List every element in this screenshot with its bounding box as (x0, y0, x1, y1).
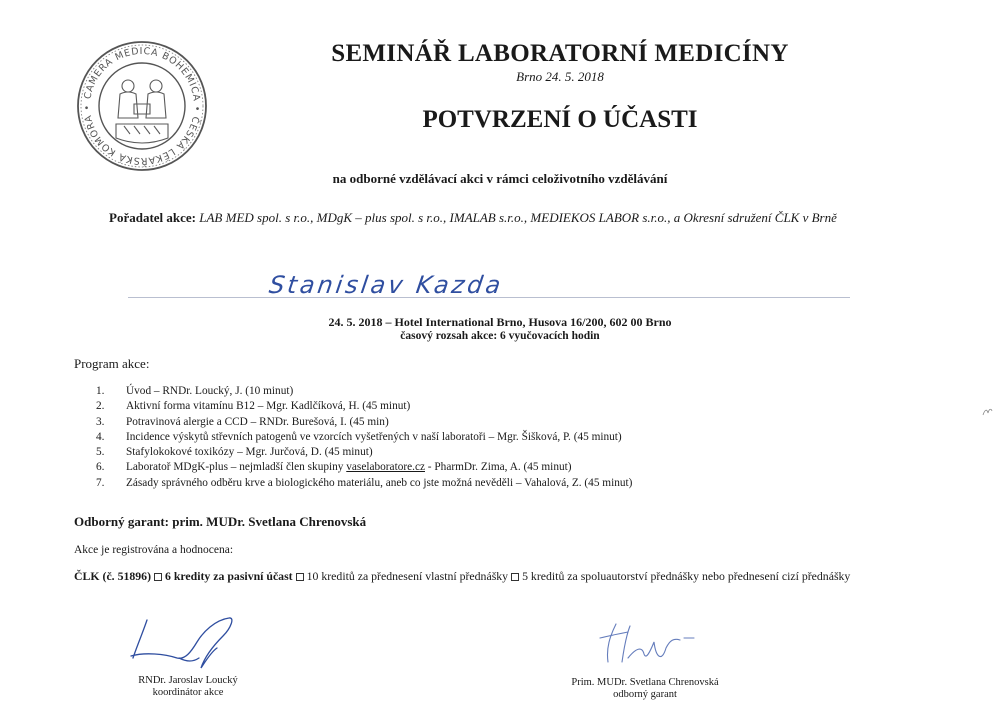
event-duration: časový rozsah akce: 6 vyučovacích hodin (400, 330, 600, 342)
list-item: 2. Aktivní forma vitamínu B12 – Mgr. Kadlčíková, H. (45 minut) (96, 400, 411, 413)
list-item: 1. Úvod – RNDr. Loucký, J. (10 minut) (96, 385, 294, 397)
svg-text:CAMERA MEDICA BOHEMICA • ČESKÁ (82, 46, 202, 166)
guarantor-name: Prim. MUDr. Svetlana Chrenovská (571, 677, 719, 688)
event-description: na odborné vzdělávací akci v rámci celoživotního vzdělávání (332, 171, 668, 186)
list-item: 7. Zásady správného odběru krve a biologického materiálu, aneb co jste možná nevěděli – Vahalová, Z. (45 minut) (96, 476, 633, 489)
credits-coauthor: 5 kreditů za spoluautorství přednášky nebo přednesení cizí přednášky (522, 569, 851, 583)
website-link[interactable]: vaselaboratore.cz (346, 461, 425, 474)
list-item: 4. Incidence výskytů střevních patogenů ve vzorcích vyšetřených v naší laboratoři – Mgr. Šišková, P. (45 minut) (96, 430, 622, 443)
program-label: Program akce: (74, 356, 150, 371)
list-item: 5. Stafylokokové toxikózy – Mgr. Jurčová, D. (45 minut) (96, 446, 373, 459)
registration-note: Akce je registrována a hodnocena: (74, 544, 234, 556)
event-date-venue: 24. 5. 2018 – Hotel International Brno, Husova 16/200, 602 00 Brno (328, 315, 672, 329)
chamber-seal (76, 40, 208, 172)
checkbox-icon (511, 573, 519, 581)
handwriting-graphic (262, 266, 562, 300)
seal-graphic (76, 40, 208, 172)
confirmation-title: POTVRZENÍ O ÚČASTI (422, 106, 698, 133)
margin-mark-icon (981, 404, 993, 416)
credits-prefix: ČLK (č. 51896) (74, 569, 151, 583)
name-underline (128, 297, 850, 298)
organizer-label: Pořadatel akce: (109, 210, 197, 225)
signature-scribble (588, 618, 708, 670)
list-item: 6. Laboratoř MDgK-plus – nejmladší člen skupiny vaselaboratore.cz - PharmDr. Zima, A. (45 minut) (96, 461, 572, 474)
expert-guarantor: Odborný garant: prim. MUDr. Svetlana Chrenovská (74, 514, 367, 529)
credits-lecture: 10 kreditů za přednesení vlastní přednášky (306, 569, 509, 583)
program-list (96, 384, 796, 491)
handwritten-name-text: Stanislav Kazda (267, 271, 506, 299)
coordinator-role: koordinátor akce (152, 687, 224, 698)
credits-line (74, 569, 850, 584)
checkbox-icon (154, 573, 162, 581)
checkbox-icon (296, 573, 304, 581)
credits-passive: 6 kredity za pasivní účast (165, 569, 293, 583)
guarantor-role: odborný garant (613, 689, 677, 700)
coordinator-name: RNDr. Jaroslav Loucký (138, 675, 238, 686)
signature-right (588, 618, 708, 670)
seal-inscription: CAMERA MEDICA BOHEMICA • ČESKÁ LÉKAŘSKÁ KOMORA • (81, 45, 203, 167)
organizer-value: LAB MED spol. s r.o., MDgK – plus spol. s r.o., IMALAB s.r.o., MEDIEKOS LABOR s.r.o., a Okresní sdružení ČLK v Brně (199, 210, 837, 225)
seminar-title: SEMINÁŘ LABORATORNÍ MEDICÍNY (331, 40, 789, 67)
signature-left (125, 612, 245, 674)
organizer-line (109, 210, 969, 226)
participant-name-handwritten (262, 266, 562, 300)
seminar-date-place: Brno 24. 5. 2018 (516, 69, 604, 84)
list-item: 3. Potravinová alergie a CCD – RNDr. Burešová, I. (45 min) (96, 415, 389, 428)
signature-scribble (125, 612, 245, 674)
